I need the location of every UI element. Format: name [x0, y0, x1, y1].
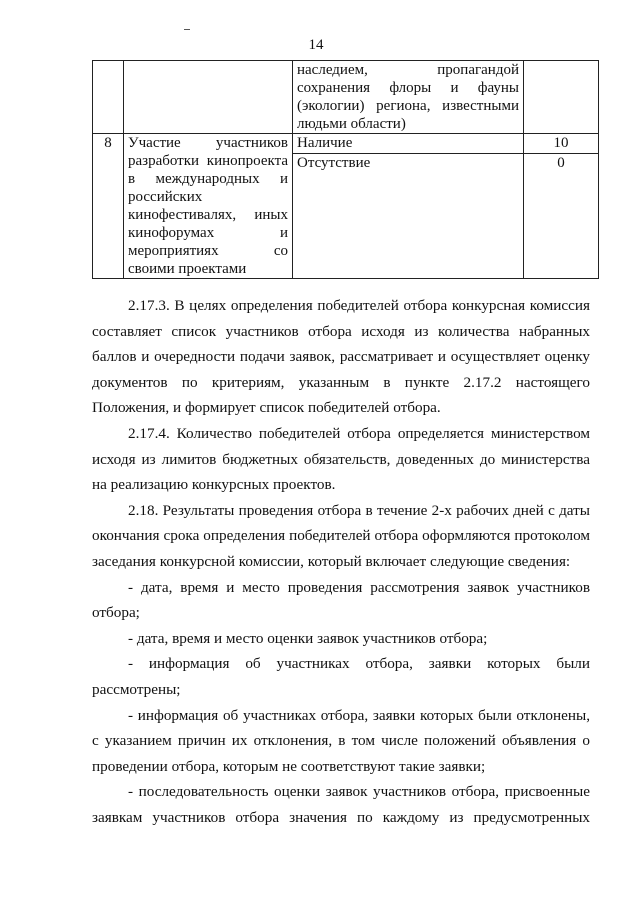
row-number-cell [93, 61, 124, 134]
criterion-cell [124, 134, 293, 279]
paragraph: 2.17.4. Количество победителей отбора определяется министерством исходя из лимитов бюджетных обязательств, доведенных до министерства на реализацию конкурсных проектов. [92, 424, 590, 494]
score-cell [524, 61, 599, 134]
cell-line: разработки кинопроекта [128, 153, 288, 169]
table-row [93, 134, 599, 154]
cell-line: сохранения флоры и фауны [297, 80, 519, 96]
cell-line: Участие участников [128, 135, 288, 151]
table-row [93, 61, 599, 134]
criteria-table [92, 60, 599, 279]
cell-line: мероприятиях со [128, 243, 288, 259]
criterion-cell [124, 61, 293, 134]
cell-line: своими проектами [128, 261, 247, 277]
list-item: - информация об участниках отбора, заявки которых были отклонены, с указанием причин их отклонения, в том числе положений объявления о проведении отбора, которым не соответствуют такие заявки; [92, 706, 590, 775]
body-text [92, 293, 590, 830]
list-item: - информация об участниках отбора, заявки которых были рассмотрены; [92, 655, 590, 698]
paragraph: 2.18. Результаты проведения отбора в течение 2-х рабочих дней с даты окончания срока определения победителей отбора оформляются протоколом заседания конкурсной комиссии, который включает следующие сведения: [92, 501, 590, 570]
option-score: 0 [524, 154, 599, 279]
cell-line: наследием, пропагандой [297, 62, 519, 78]
option-label: Отсутствие [293, 154, 524, 279]
paragraph: 2.17.3. В целях определения победителей отбора конкурсная комиссия составляет список участников отбора исходя из количества набранных баллов и очередности подачи заявок, рассматривает и осуществляет оценку документов по критериям, указанным в пункте 2.17.2 настоящего Положения, и формирует список победителей отбора. [92, 297, 590, 417]
option-score: 10 [524, 134, 599, 154]
list-item: - последовательность оценки заявок участников отбора, присвоенные заявкам участников отбора значения по каждому из предусмотренных [92, 783, 590, 826]
cell-line: кинофорумах и [128, 225, 288, 241]
cell-line: в международных и [128, 171, 288, 187]
cell-line: людьми области) [297, 116, 406, 132]
cell-line: (экологии) региона, известными [297, 98, 519, 114]
page-number: 14 [308, 37, 324, 53]
row-number-cell: 8 [93, 134, 124, 279]
cell-line: кинофестивалях, иных [128, 207, 288, 223]
option-label: Наличие [293, 134, 524, 154]
list-item: - дата, время и место оценки заявок участников отбора; [128, 629, 488, 647]
list-item: - дата, время и место проведения рассмотрения заявок участников отбора; [92, 578, 590, 622]
option-cell [293, 61, 524, 134]
cell-line: российских [128, 189, 203, 205]
scan-speck [184, 29, 190, 30]
